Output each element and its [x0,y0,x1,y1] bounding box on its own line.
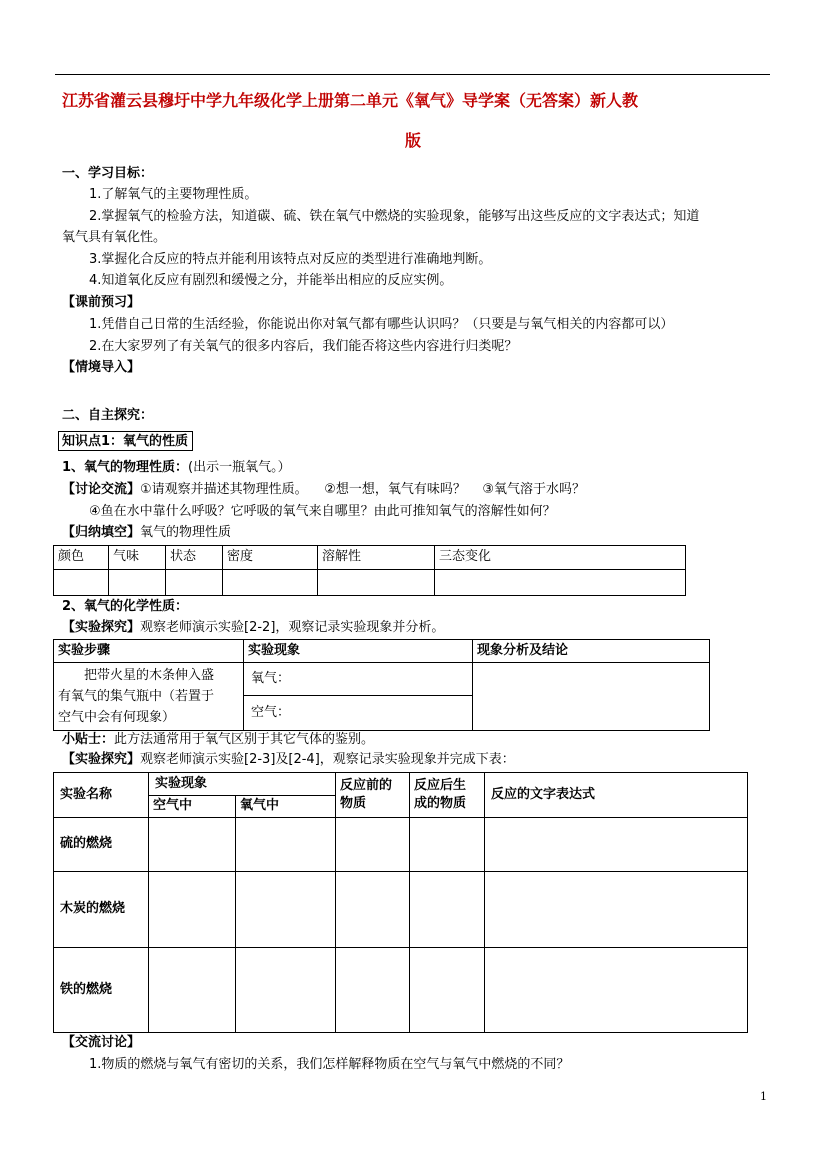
table-header: 三态变化 [435,546,686,570]
table-header: 实验步骤 [54,640,244,663]
table-header: 溶解性 [318,546,435,570]
discussion-line2: ④鱼在水中靠什么呼吸？它呼吸的氧气来自哪里？由此可推知氧气的溶解性如何？ [89,504,556,519]
preview-item: 1.凭借自己日常的生活经验，你能说出你对氧气都有哪些认识吗？（只要是与氧气相关的内容都可以） [89,317,674,332]
analysis-cell [473,663,710,731]
discussion-row [62,483,585,496]
objective-item: 3.掌握化合反应的特点并能利用该特点对反应的类型进行准确地判断。 [89,252,492,267]
tip-text: 此方法通常用于氧气区别于其它气体的鉴别。 [114,732,375,747]
section2-heading: 二、自主探究： [62,408,154,423]
header-rule [55,74,770,75]
table-subheader: 空气中 [149,796,236,818]
table-cell [54,570,109,596]
table-cell [236,872,336,948]
experiment1-table [53,639,710,731]
header-line: 反应后生 [414,778,467,793]
physical-heading-row [62,461,291,474]
exp2-tag: 【实验探究】 [62,752,141,767]
page-number: 1 [760,1090,767,1103]
experiment-name: 硫的燃烧 [54,818,149,872]
objective-item: 1.了解氧气的主要物理性质。 [89,187,258,202]
table-cell [336,818,410,872]
header-line: 成的物质 [414,796,467,811]
fill-row [62,526,231,539]
experiment-step-cell [54,663,244,731]
discussion-tag: 【讨论交流】 [62,482,141,497]
table-cell [410,818,485,872]
exchange-item: 1.物质的燃烧与氧气有密切的关系，我们怎样解释物质在空气与氧气中燃烧的不同？ [89,1057,570,1072]
table-cell [336,872,410,948]
phenomenon-air: 空气： [244,696,473,731]
table-header: 实验名称 [54,773,149,818]
table-subheader: 氧气中 [236,796,336,818]
exp2-row [62,753,515,766]
table-cell [485,948,748,1033]
table-header: 颜色 [54,546,109,570]
objective-item: 4.知道氧化反应有剧烈和缓慢之分，并能举出相应的反应实例。 [89,273,453,288]
table-header: 密度 [223,546,318,570]
exp1-tag: 【实验探究】 [62,620,141,635]
experiment-step-line: 把带火星的木条伸入盛 [84,668,215,683]
knowledge-point-box: 知识点1：氧气的性质 [58,431,193,451]
table-header: 实验现象 [244,640,473,663]
table-cell [166,570,223,596]
table-header-after [410,773,485,818]
table-cell [236,948,336,1033]
page-title-line2: 版 [405,131,422,150]
table-cell [410,872,485,948]
tip-tag: 小贴士： [62,732,115,747]
exchange-heading: 【交流讨论】 [62,1035,141,1050]
table-cell [149,948,236,1033]
physical-properties-table [53,545,686,596]
objective-item: 氧气具有氧化性。 [62,230,167,245]
discussion-text: ①请观察并描述其物理性质。 ②想一想，氧气有味吗？ ③氧气溶于水吗？ [140,482,586,497]
fill-text: 氧气的物理性质 [140,525,232,540]
table-cell [149,872,236,948]
exp1-row [62,621,444,634]
physical-heading: 1、氧气的物理性质： [62,460,189,475]
phenomenon-oxygen: 氧气： [244,663,473,696]
fill-tag: 【归纳填空】 [62,525,141,540]
experiment-step-line: 空气中会有何现象） [58,710,176,725]
experiment-step-line: 有氧气的集气瓶中（若置于 [58,689,215,704]
intro-heading: 【情境导入】 [62,360,141,375]
table-cell [109,570,166,596]
experiment2-table [53,772,748,1033]
experiment-name: 铁的燃烧 [54,948,149,1033]
table-header: 实验现象 [149,773,336,796]
table-cell [223,570,318,596]
table-cell [435,570,686,596]
table-cell [149,818,236,872]
objective-item: 2.掌握氧气的检验方法，知道碳、硫、铁在氧气中燃烧的实验现象，能够写出这些反应的文字表达式；知道 [89,209,700,224]
table-header: 气味 [109,546,166,570]
table-header-before [336,773,410,818]
table-cell [485,872,748,948]
table-cell [336,948,410,1033]
table-cell [236,818,336,872]
header-line: 物质 [340,796,367,811]
exp1-text: 观察老师演示实验[2-2]，观察记录实验现象并分析。 [140,620,445,635]
exp2-text: 观察老师演示实验[2-3]及[2-4]，观察记录实验现象并完成下表： [140,752,515,767]
chemical-heading: 2、氧气的化学性质： [62,599,189,614]
page-title-line1: 江苏省灌云县穆圩中学九年级化学上册第二单元《氧气》导学案（无答案）新人教 [62,91,639,110]
physical-heading-note: (出示一瓶氧气。） [188,460,291,475]
header-line: 反应前的 [340,778,393,793]
table-header: 状态 [166,546,223,570]
table-cell [410,948,485,1033]
table-header: 反应的文字表达式 [485,773,748,818]
preview-item: 2.在大家罗列了有关氧气的很多内容后，我们能否将这些内容进行归类呢？ [89,339,518,354]
preview-heading: 【课前预习】 [62,295,141,310]
experiment-name: 木炭的燃烧 [54,872,149,948]
tip-row [62,733,374,746]
table-header: 现象分析及结论 [473,640,710,663]
table-cell [318,570,435,596]
section1-heading: 一、学习目标： [62,166,154,181]
table-cell [485,818,748,872]
